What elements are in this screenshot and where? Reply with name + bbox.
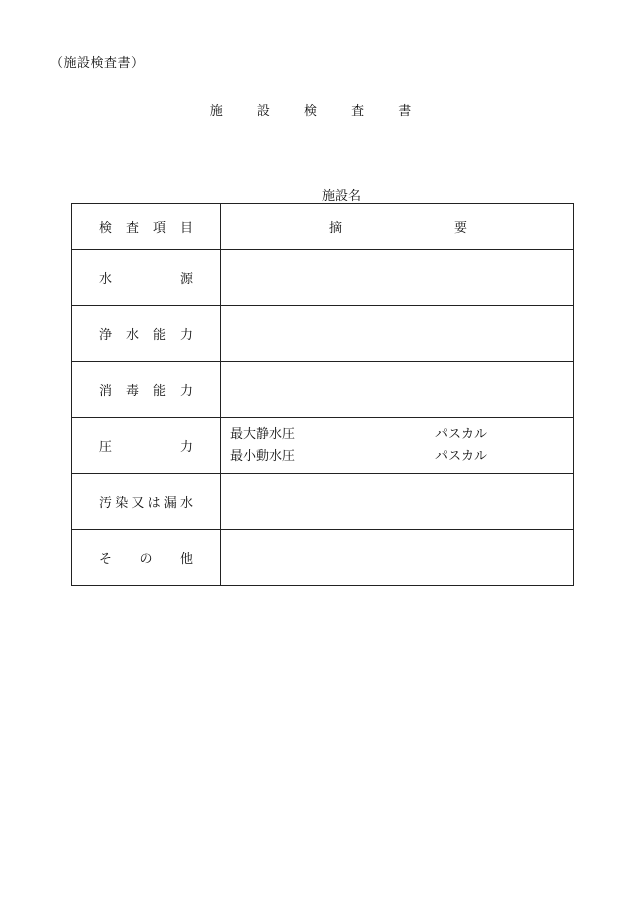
header-inspection-item: 検 査 項 目 <box>72 204 221 250</box>
row-item-contamination-or-leakage: 汚染又は漏水 <box>72 474 221 530</box>
max-static-pressure-unit: パスカル <box>434 426 487 442</box>
document-title: 施 設 検 査 書 <box>209 104 427 119</box>
facility-name-label: 施設名 <box>322 189 362 204</box>
row-item-purification-capacity: 浄 水 能 力 <box>72 306 221 362</box>
row-summary-contamination-or-leakage <box>221 474 574 530</box>
row-summary-pressure <box>221 418 574 474</box>
table-row <box>72 306 574 362</box>
table-row <box>72 250 574 306</box>
table-row <box>72 474 574 530</box>
row-item-other: そ の 他 <box>72 530 221 586</box>
row-summary-disinfection-capacity <box>221 362 574 418</box>
inspection-table <box>71 203 574 586</box>
min-dynamic-pressure-label: 最小動水圧 <box>230 448 296 464</box>
max-static-pressure-line <box>221 424 573 446</box>
table-row <box>72 362 574 418</box>
form-label: （施設検査書） <box>50 56 145 71</box>
row-item-disinfection-capacity: 消 毒 能 力 <box>72 362 221 418</box>
header-summary: 摘 要 <box>221 204 574 250</box>
table-row <box>72 530 574 586</box>
max-static-pressure-label: 最大静水圧 <box>230 426 296 442</box>
row-summary-purification-capacity <box>221 306 574 362</box>
min-dynamic-pressure-unit: パスカル <box>434 448 487 464</box>
row-item-water-source: 水 源 <box>72 250 221 306</box>
min-dynamic-pressure-line <box>221 446 573 468</box>
table-header-row <box>72 204 574 250</box>
row-summary-water-source <box>221 250 574 306</box>
table-row <box>72 418 574 474</box>
row-item-pressure: 圧 力 <box>72 418 221 474</box>
row-summary-other <box>221 530 574 586</box>
